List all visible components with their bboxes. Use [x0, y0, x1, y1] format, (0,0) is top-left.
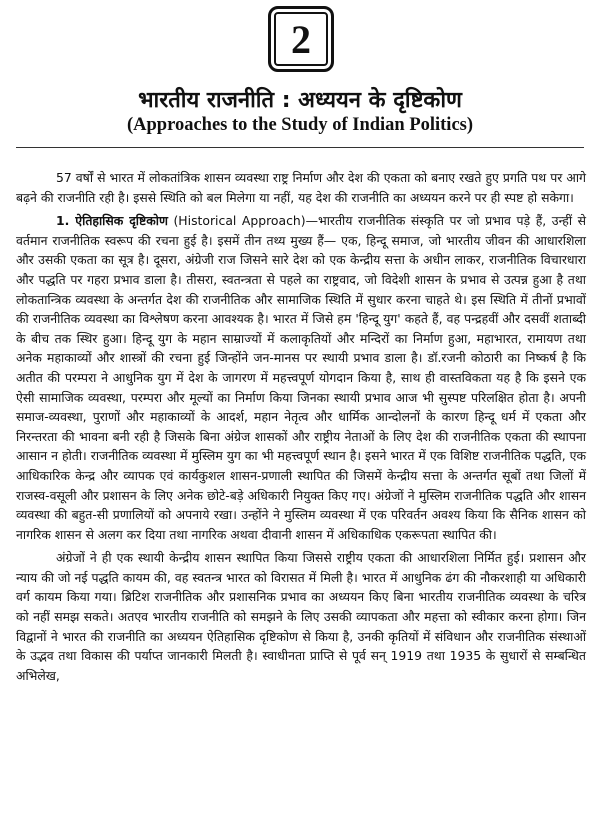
chapter-number-box — [268, 6, 334, 72]
chapter-body — [16, 168, 586, 689]
historical-approach-text: (Historical Approach)—भारतीय राजनीतिक संस्कृति पर जो प्रभाव पड़े हैं, उन्हीं से वर्तमान राजनीतिक स्वरूप की रचना हुई है। इसमें तीन तथ्य मुख्य हैं— एक, हिन्दू समाज, जो भारतीय जीवन की आधारशिला और उसकी एकता का सूत्र है। दूसरा, अंग्रेजी राज जिसने सारे देश को एक केन्द्रीय सत्ता के अधीन लाकर, राजनीतिक विचारधारा और पद्धति पर गहरा प्रभाव डाला है। तीसरा, स्वतन्त्रता से पहले का राष्ट्रवाद, जो विदेशी शासन के प्रभाव से उत्पन्न हुआ है तथा लोकतान्त्रिक व्यवस्था के अन्तर्गत देश की राजनीतिक और सामाजिक स्थिति में सुधार करना चाहते थे। इस स्थिति में तीनों प्रभावों की राजनीतिक व्यवस्था का विश्लेषण करना आवश्यक है। भारत में जिसे हम 'हिन्दू युग' कहते हैं, वह पन्द्रहवीं और दसवीं शताब्दी के बीच तक स्थिर हुआ। हिन्दू युग के महान साम्राज्यों में कलाकृतियों और मन्दिरों का निर्माण हुआ, महाभारत, रामायण तथा अनेक महाकाव्यों और शास्त्रों की रचना हुई जिन्होंने जन-मानस पर स्थायी प्रभाव डाला है। डॉ.रजनी कोठारी का निष्कर्ष है कि अतीत की परम्परा ने आधुनिक युग में देश के जागरण में महत्त्वपूर्ण योगदान किया है, साथ ही वास्तविकता यह है कि इसने एक ऐसी सामाजिक व्यवस्था, परम्परा और मूल्यों का निर्माण किया जिनका स्थायी प्रभाव आज भी सुस्पष्ट परिलक्षित होता है। अपनी समाज-व्यवस्था, पुराणों और महाकाव्यों के आदर्श, महान नेतृत्व और धार्मिक आन्दोलनों के कारण हिन्दू धर्म में एकता और निरन्तरता की भावना बनी रही है जिसके बिना अंग्रेज शासकों और राष्ट्रीय नेताओं के लिए देश की राजनीतिक एकता की स्थापना आसान न होती। राजनीतिक व्यवस्था में मुस्लिम युग का भी महत्त्वपूर्ण स्थान है। इसने भारत में एक विशिष्ट राजनीतिक पद्धति, एक आधिकारिक केन्द्र और व्यापक एवं कार्यकुशल शासन-प्रणाली स्थापित की जिसमें केन्द्रीय सत्ता के अन्तर्गत सूबों तथा जिलों में राजस्व-वसूली और प्रशासन के लिए अनेक छोटे-बड़े अधिकारी नियुक्त किए गए। अंग्रेजों ने मुस्लिम राजनीतिक पद्धति और शासन व्यवस्था की बहुत-सी प्रणालियों को अपनाये रखा। उन्होंने ने मुस्लिम व्यवस्था में एक परिवर्तन अवश्य किया कि सैनिक शासन को नागरिक शासन से अलग कर दिया तथा नागरिक अथवा दीवानी शासन में अधिकाधिक एकरूपता स्थापित की। — [16, 213, 586, 542]
historical-approach-paragraph — [16, 211, 586, 544]
british-rule-paragraph: अंग्रेजों ने ही एक स्थायी केन्द्रीय शासन स्थापित किया जिससे राष्ट्रीय एकता की आधारशिला निर्मित हुई। प्रशासन और न्याय की जो नई पद्धति कायम की, वह स्वतन्त्र भारत को विरासत में मिली है। भारत में आधुनिक ढंग की नौकरशाही या अधिकारी वर्ग कायम किया गया। ब्रिटिश राजनीतिक और प्रशासनिक प्रभाव का अध्ययन किए बिना भारतीय राजनीतिक व्यवस्था के चरित्र को नहीं समझ सकते। अतएव भारतीय राजनीति को समझने के लिए उसकी व्यापकता और महत्ता को स्वीकार करना होगा। जिन विद्वानों ने भारत की राजनीति का अध्ययन ऐतिहासिक दृष्टिकोण से किया है, उनकी कृतियों में संविधान और राजनीतिक संस्थाओं के उद्भव तथा विकास की पर्याप्त जानकारी मिलती है। स्वाधीनता प्राप्ति से पूर्व सन् 1919 तथा 1935 के सुधारों से सम्बन्धित अभिलेख, — [16, 550, 586, 683]
historical-approach-heading: 1. ऐतिहासिक दृष्टिकोण — [56, 213, 168, 229]
chapter-title-english: (Approaches to the Study of Indian Politics) — [126, 115, 474, 135]
chapter-title-hindi: भारतीय राजनीति : अध्ययन के दृष्टिकोण — [138, 88, 462, 113]
intro-paragraph: 57 वर्षों से भारत में लोकतांत्रिक शासन व्यवस्था राष्ट्र निर्माण और देश की एकता को बनाए रखते हुए प्रगति पथ पर आगे बढ़ने की राजनीति रही है। इससे स्थिति को बल मिलेगा या नहीं, यह देश की राजनीति का अध्ययन करने पर ही स्पष्ट हो सकेगा। — [16, 170, 586, 205]
chapter-number: 2 — [291, 16, 311, 62]
title-divider — [16, 147, 584, 148]
